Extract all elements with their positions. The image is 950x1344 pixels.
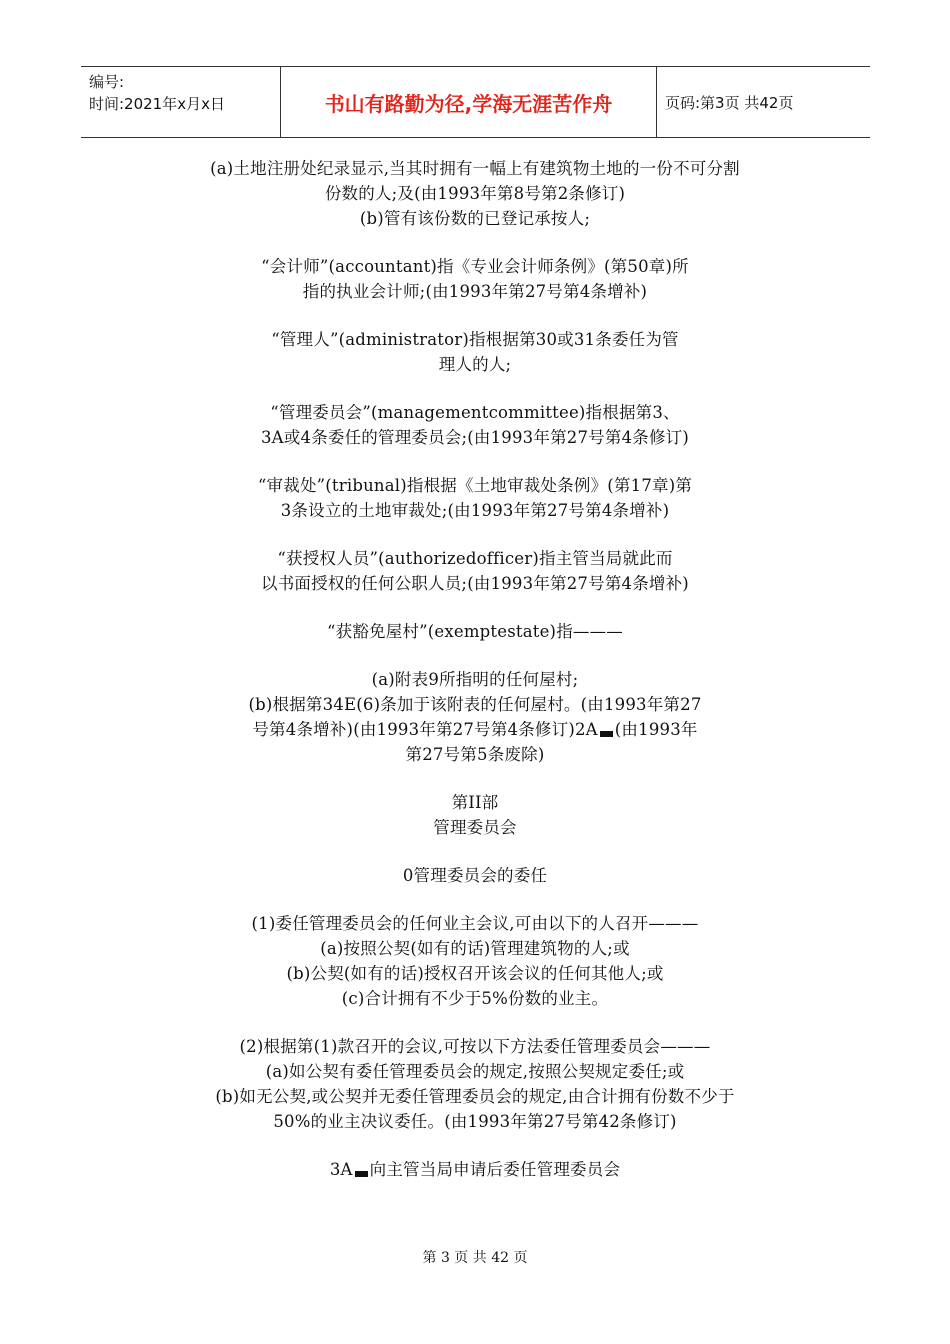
text-line: (c)合计拥有不少于5%份数的业主。 bbox=[341, 989, 609, 1008]
text-line: 第27号第5条废除) bbox=[405, 745, 545, 764]
section-heading-3a: 3A 向主管当局申请后委任管理委员会 bbox=[329, 1160, 621, 1179]
text-line: 3A或4条委任的管理委员会;(由1993年第27号第4条修订) bbox=[260, 428, 690, 447]
text-line: (b)如无公契,或公契并无委任管理委员会的规定,由合计拥有份数不少于 bbox=[215, 1087, 735, 1106]
text-line: 份数的人;及(由1993年第8号第2条修订) bbox=[324, 184, 626, 203]
text-line: (b)公契(如有的话)授权召开该会议的任何其他人;或 bbox=[286, 964, 664, 983]
time-label: 时间:2021年x月x日 bbox=[89, 95, 225, 113]
definition-administrator: “管理人”(administrator)指根据第30或31条委任为管 bbox=[271, 330, 679, 349]
text-line: (2)根据第(1)款召开的会议,可按以下方法委任管理委员会——— bbox=[239, 1037, 711, 1056]
text-line: 50%的业主决议委任。(由1993年第27号第42条修订) bbox=[273, 1112, 677, 1131]
definition-tribunal: “审裁处”(tribunal)指根据《土地审裁处条例》(第17章)第 bbox=[257, 476, 693, 495]
page-footer: 第 3 页 共 42 页 bbox=[422, 1250, 528, 1266]
text-line: (a)如公契有委任管理委员会的规定,按照公契规定委任;或 bbox=[265, 1062, 685, 1081]
definition-accountant: “会计师”(accountant)指《专业会计师条例》(第50章)所 bbox=[261, 257, 689, 276]
section-title: 0管理委员会的委任 bbox=[402, 866, 548, 885]
definition-exempt-estate: “获豁免屋村”(exemptestate)指——— bbox=[326, 622, 623, 641]
text-line: 号第4条增补)(由1993年第27号第4条修订)2A (由1993年 bbox=[252, 720, 698, 739]
text-line: (b)根据第34E(6)条加于该附表的任何屋村。(由1993年第27 bbox=[248, 695, 702, 714]
document-header bbox=[81, 66, 870, 138]
definition-management-committee: “管理委员会”(managementcommittee)指根据第3、 bbox=[270, 403, 680, 422]
text-line: 3条设立的土地审裁处;(由1993年第27号第4条增补) bbox=[280, 501, 670, 520]
part-title: 第II部 bbox=[451, 793, 499, 812]
header-meta-cell bbox=[81, 67, 281, 137]
text-line: 指的执业会计师;(由1993年第27号第4条增补) bbox=[302, 282, 648, 301]
text-line: (a)按照公契(如有的话)管理建筑物的人;或 bbox=[320, 939, 630, 958]
text-line: (1)委任管理委员会的任何业主会议,可由以下的人召开——— bbox=[251, 914, 699, 933]
text-line: (a)附表9所指明的任何屋村; bbox=[371, 670, 579, 689]
document-body bbox=[140, 156, 810, 1182]
number-label: 编号: bbox=[89, 73, 125, 91]
text-line: (b)管有该份数的已登记承按人; bbox=[359, 209, 591, 228]
omission-marker-icon bbox=[600, 731, 613, 737]
definition-authorized-officer: “获授权人员”(authorizedofficer)指主管当局就此而 bbox=[277, 549, 673, 568]
header-motto: 书山有路勤为径,学海无涯苦作舟 bbox=[281, 67, 657, 137]
part-name: 管理委员会 bbox=[433, 818, 517, 837]
omission-marker-icon bbox=[355, 1171, 368, 1177]
text-line: 理人的人; bbox=[438, 355, 512, 374]
text-line: (a)土地注册处纪录显示,当其时拥有一幅上有建筑物土地的一份不可分割 bbox=[210, 159, 740, 178]
header-page-code: 页码:第3页 共42页 bbox=[665, 93, 794, 112]
text-line: 以书面授权的任何公职人员;(由1993年第27号第4条增补) bbox=[261, 574, 689, 593]
